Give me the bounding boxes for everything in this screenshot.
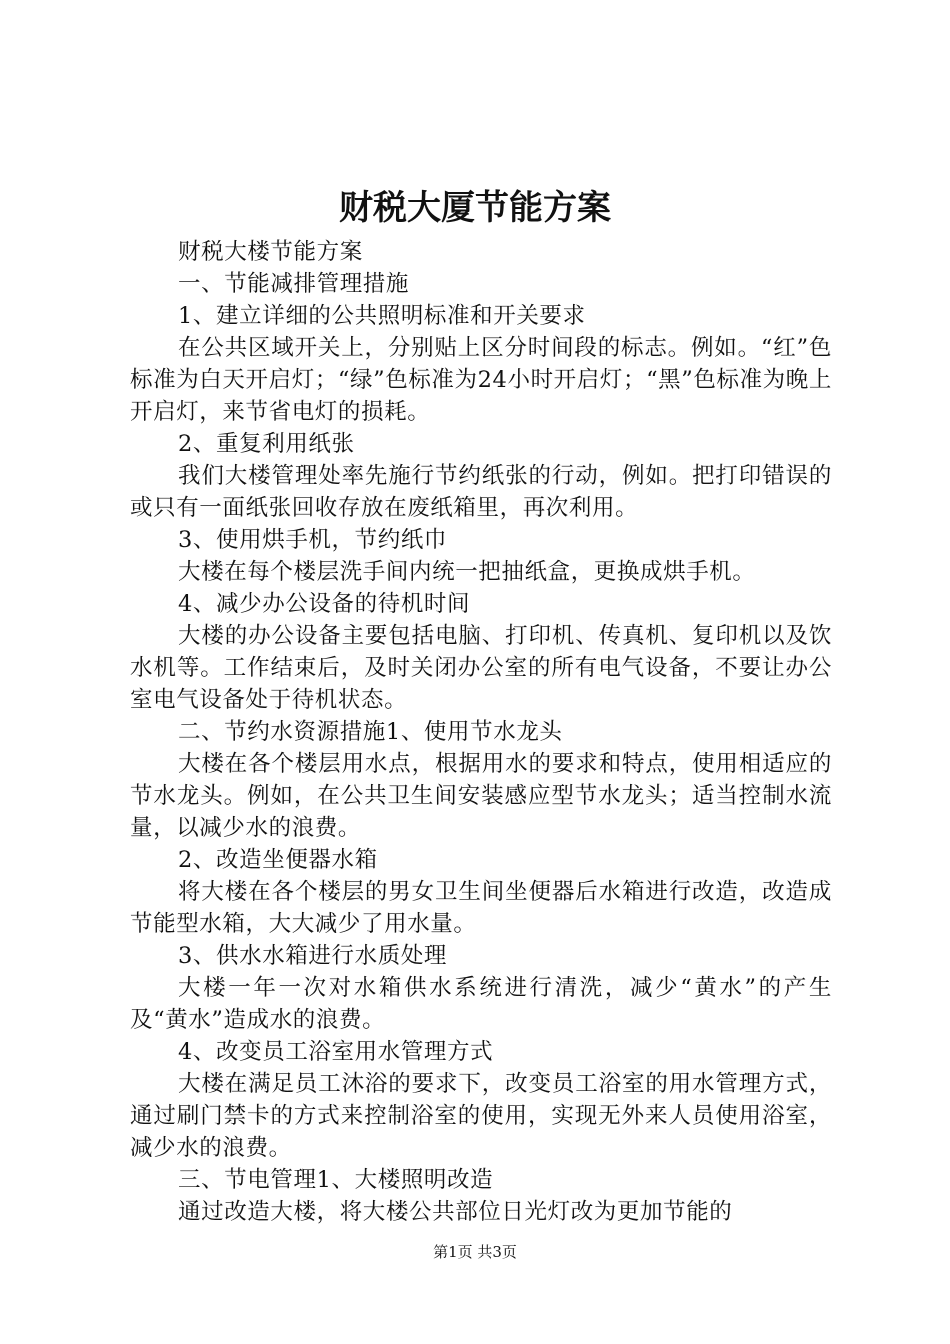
paragraph: 在公共区域开关上，分别贴上区分时间段的标志。例如。“红”色标准为白天开启灯；“绿”色标准为24小时开启灯；“黑”色标准为晚上开启灯，来节省电灯的损耗。 <box>130 335 832 425</box>
item-heading: 2、改造坐便器水箱 <box>178 847 378 873</box>
section-heading-3: 三、节电管理1、大楼照明改造 <box>178 1167 494 1193</box>
section-heading-2: 二、节约水资源措施1、使用节水龙头 <box>178 719 563 745</box>
item-heading: 2、重复利用纸张 <box>178 431 355 457</box>
document-body <box>130 236 832 1228</box>
item-heading: 1、建立详细的公共照明标准和开关要求 <box>178 303 586 329</box>
item-heading: 4、减少办公设备的待机时间 <box>178 591 471 617</box>
paragraph: 大楼的办公设备主要包括电脑、打印机、传真机、复印机以及饮水机等。工作结束后，及时关闭办公室的所有电气设备，不要让办公室电气设备处于待机状态。 <box>130 623 832 713</box>
paragraph: 大楼在满足员工沐浴的要求下，改变员工浴室的用水管理方式，通过刷门禁卡的方式来控制浴室的使用，实现无外来人员使用浴室，减少水的浪费。 <box>130 1071 832 1161</box>
paragraph: 大楼在各个楼层用水点，根据用水的要求和特点，使用相适应的节水龙头。例如，在公共卫生间安装感应型节水龙头；适当控制水流量，以减少水的浪费。 <box>130 751 832 841</box>
document-title: 财税大厦节能方案 <box>339 188 611 228</box>
page-footer: 第1页 共3页 <box>433 1243 517 1261</box>
paragraph-subtitle: 财税大楼节能方案 <box>178 239 363 265</box>
paragraph: 我们大楼管理处率先施行节约纸张的行动，例如。把打印错误的或只有一面纸张回收存放在废纸箱里，再次利用。 <box>130 463 832 521</box>
item-heading: 4、改变员工浴室用水管理方式 <box>178 1039 494 1065</box>
paragraph: 大楼一年一次对水箱供水系统进行清洗，减少“黄水”的产生及“黄水”造成水的浪费。 <box>130 975 832 1033</box>
item-heading: 3、供水水箱进行水质处理 <box>178 943 448 969</box>
paragraph: 大楼在每个楼层洗手间内统一把抽纸盒，更换成烘手机。 <box>178 559 756 585</box>
section-heading-1: 一、节能减排管理措施 <box>178 271 410 297</box>
paragraph: 通过改造大楼，将大楼公共部位日光灯改为更加节能的 <box>178 1199 733 1225</box>
paragraph: 将大楼在各个楼层的男女卫生间坐便器后水箱进行改造，改造成节能型水箱，大大减少了用水量。 <box>130 879 832 937</box>
item-heading: 3、使用烘手机，节约纸巾 <box>178 527 448 553</box>
